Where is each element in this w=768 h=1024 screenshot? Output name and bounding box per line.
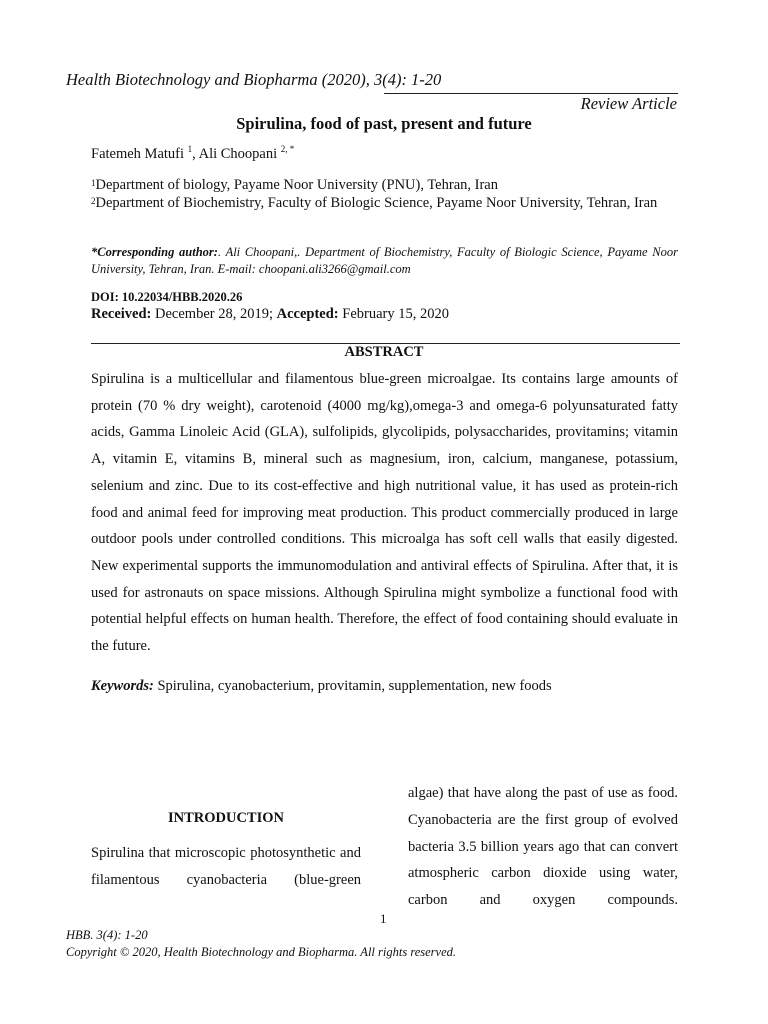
dates <box>91 306 449 323</box>
abstract-heading: ABSTRACT <box>344 344 424 360</box>
author-2-affil: 2, * <box>280 144 295 154</box>
keywords: Keywords: Spirulina, cyanobacterium, provitamin, supplementation, new foods <box>91 678 552 694</box>
affiliation-1: $^1$Department of biology, Payame Noor University (PNU), Tehran, Iran <box>91 177 498 193</box>
author-2: , Ali Choopani <box>192 146 281 162</box>
journal-header: Health Biotechnology and Biopharma (2020), 3(4): 1-20 <box>66 70 442 89</box>
footer-copyright: Copyright © 2020, Health Biotechnology and Biopharma. All rights reserved. <box>66 945 457 959</box>
corresponding-text: . Ali Choopani,. Department of Biochemistry, Faculty of Biologic Science, Payame Noor University, Tehran, Iran. E-mail: choopani.ali3266@gmail.com <box>91 245 678 276</box>
author-1-affil: 1 <box>187 144 193 154</box>
received-date: December 28, 2019; <box>151 306 277 322</box>
authors <box>91 146 294 163</box>
keywords-text: Spirulina, cyanobacterium, provitamin, supplementation, new foods <box>157 678 552 694</box>
author-1: Fatemeh Matufi <box>91 146 188 162</box>
introduction-heading: INTRODUCTION <box>167 810 284 826</box>
doi: DOI: 10.22034/HBB.2020.26 <box>91 290 243 304</box>
introduction-left-column: Spirulina that microscopic photosynthetic and filamentous cyanobacteria (blue-green <box>91 845 361 888</box>
affiliations <box>91 176 678 212</box>
footer-citation: HBB. 3(4): 1-20 <box>66 928 148 942</box>
received-label: Received: <box>91 306 152 322</box>
page-number: 1 <box>380 911 387 926</box>
introduction-right-column: algae) that have along the past of use as food. Cyanobacteria are the first group of evolved bacteria 3.5 billion years ago that can convert atmospheric carbon dioxide using water, carbon and oxygen compounds. <box>408 785 678 909</box>
paper-title: Spirulina, food of past, present and future <box>236 114 532 133</box>
abstract-text: Spirulina is a multicellular and filamentous blue-green microalgae. Its contains large amounts of protein (70 % dry weight), carotenoid (4000 mg/kg),omega-3 and omega-6 polyunsaturated fatty acids, Gamma Linoleic Acid (GLA), sulfolipids, glycolipids, polysaccharides, provitamins; vitamin A, vitamin E, vitamins B, mineral such as magnesium, iron, calcium, manganese, potassium, selenium and zinc. Due to its cost-effective and high nutritional value, it has used as protein-rich food and animal feed for improving meat production. This product commercially produced in large outdoor pools under controlled conditions. This microalga has soft cell walls that easily digested. New experimental supports the immunomodulation and antiviral effects of Spirulina. After that, it is used for astronauts on space missions. Although Spirulina might symbolize a functional food with potential helpful effects on human health. Therefore, the effect of food containing should evaluate in the future. <box>91 371 678 655</box>
article-type: Review Article <box>580 94 677 113</box>
accepted-label: Accepted: <box>276 306 339 322</box>
keywords-label: Keywords <box>91 678 149 694</box>
accepted-date: February 15, 2020 <box>338 306 449 322</box>
affiliation-2: $^2$Department of Biochemistry, Faculty of Biologic Science, Payame Noor University, Tehran, Iran <box>91 195 658 211</box>
corresponding-label: *Corresponding author: <box>91 245 218 259</box>
corresponding-author <box>91 244 678 278</box>
